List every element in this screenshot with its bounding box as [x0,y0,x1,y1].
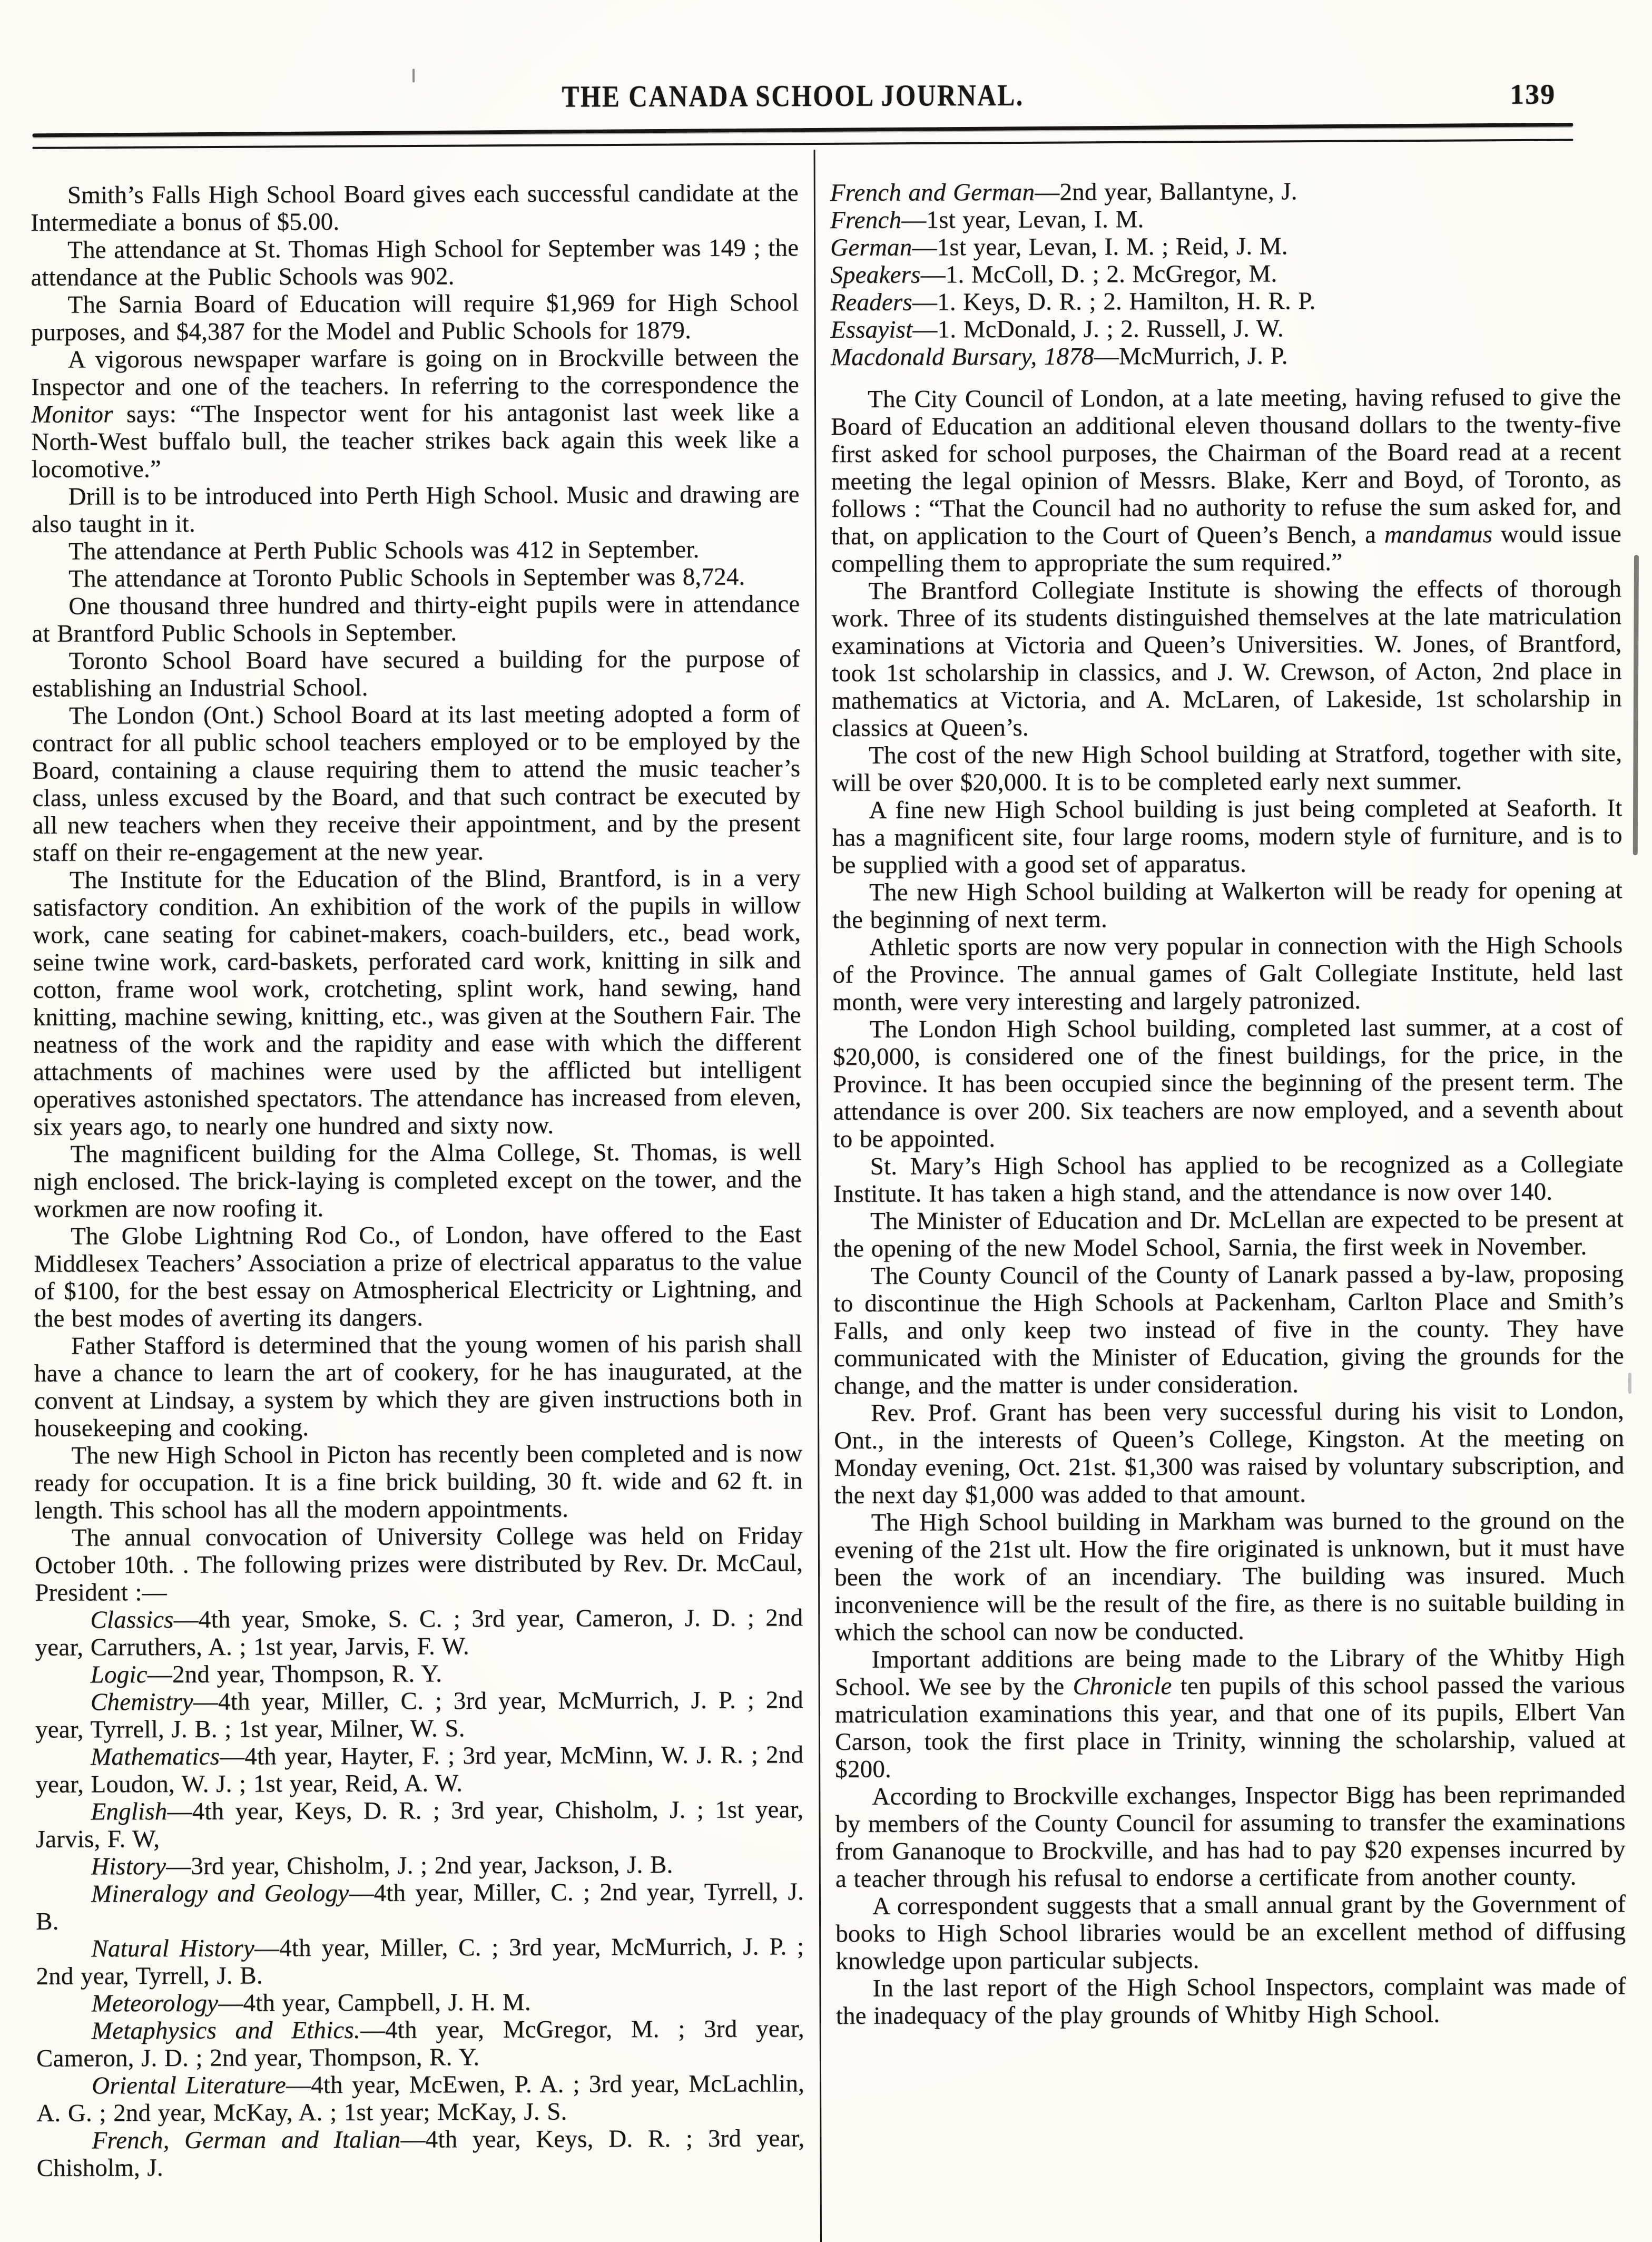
text-run: The new High School in Picton has recently been completed and is now ready for occupation. It is a fine brick building, 30 ft. wide and 62 ft. in length. This school has all the modern appointments. [34,1440,803,1524]
text-run: The Brantford Collegiate Institute is showing the effects of thorough work. Three of its students distinguished themselves at the late matriculation examinations at Victoria and Queen’s Universities. W. Jones, of Brantford, took 1st scholarship in classics, and J. W. Crewson, of Acton, 2nd place in mathematics at Victoria, and A. McLaren, of Lakeside, 1st scholarship in classics at Queen’s. [831,575,1622,742]
text-run: The Globe Lightning Rod Co., of London, have offered to the East Middlesex Teachers’ Association a prize of electrical apparatus to the value of $100, for the best essay on Atmospherical Electricity or Lightning, and the best modes of averting its dangers. [34,1220,802,1333]
italic-text: Essayist [830,316,913,344]
text-run: —McMurrich, J. P. [1094,342,1288,370]
italic-text: Mineralogy and Geology [91,1879,349,1908]
column-divider [814,150,822,2242]
text-run: —4th year, Miller, C. ; 2nd year, Tyrrell, J. B. [36,1878,804,1935]
text-run: Smith’s Falls High School Board gives each successful candidate at the Intermediate a bonus of $5.00. [30,179,799,237]
news-paragraph [34,1330,803,1442]
prize-entry [831,314,1621,344]
scan-artifact-streak [1633,555,1639,855]
news-paragraph [832,794,1622,879]
prize-entry [35,1686,803,1744]
italic-text: Natural History [91,1934,255,1963]
prize-entry [35,1741,803,1798]
news-paragraph [834,1643,1625,1783]
prize-entry [35,1604,803,1661]
news-paragraph [834,1506,1625,1646]
header-rule-bottom [33,139,1574,149]
text-run: The Sarnia Board of Education will require $1,969 for High School purposes, and $4,387 for the Model and Public Schools for 1879. [31,289,799,346]
news-paragraph [35,1522,803,1607]
text-run: The cost of the new High School building at Stratford, together with site, will be over $20,000. It is to be completed early next summer. [832,739,1622,797]
text-run: —2nd year, Ballantyne, J. [1035,178,1297,206]
text-run: One thousand three hundred and thirty-eight pupils were in attendance at Brantford Public Schools in September. [32,590,800,648]
text-run: The attendance at Perth Public Schools was 412 in September. [68,535,700,565]
text-run: The London High School building, completed last summer, at a cost of $20,000, is considered one of the finest buildings, for the price, in the Province. It has been occupied since the beginning of the present term. The attendance is over 200. Six teachers are now employed, and a seventh about to be appointed. [832,1013,1624,1153]
news-paragraph [31,234,799,291]
text-run: According to Brockville exchanges, Inspector Bigg has been reprimanded by members of the County Council for assuming to transfer the examinations from Gananoque to Brockville, and has had to pay $20 expenses incurred by a teacher through his refusal to endorse a certificate from another county. [835,1780,1626,1893]
page-header [0,75,1649,116]
text-run: —1. Keys, D. R. ; 2. Hamilton, H. R. P. [912,287,1316,316]
text-run: would issue compelling them to appropriate the sum required.” [831,520,1621,577]
news-paragraph [835,1780,1626,1893]
text-run: A vigorous newspaper warfare is going on in Brockville between the Inspector and one of the teachers. In referring to the correspondence the [31,344,800,401]
text-run: —4th year, Miller, C. ; 3rd year, McMurrich, J. P. ; 2nd year, Tyrrell, J. B. ; 1st year, Milner, W. S. [35,1686,803,1744]
text-run: —3rd year, Chisholm, J. ; 2nd year, Jackson, J. B. [166,1851,673,1880]
prize-entry [36,1988,804,2018]
text-run: A correspondent suggests that a small annual grant by the Government of books to High School libraries would be an excellent method of diffusing knowledge upon particular subjects. [835,1890,1626,1975]
prize-entry [35,1659,803,1689]
text-run: —4th year, Smoke, S. C. ; 3rd year, Cameron, J. D. ; 2nd year, Carruthers, A. ; 1st year, Jarvis, F. W. [35,1604,803,1661]
text-run: The London (Ont.) School Board at its last meeting adopted a form of contract for all public school teachers employed or to be employed by the Board, containing a clause requiring them to attend the music teacher’s class, unless excused by the Board, and that such contract be executed by all new teachers when they receive their appointment, and by the present staff on their re-engagement at the new year. [32,700,801,867]
italic-text: Chronicle [1073,1672,1172,1700]
text-run: The new High School building at Walkerton will be ready for opening at the beginning of next term. [832,876,1623,934]
italic-text: Monitor [31,400,113,428]
italic-text: German [830,233,912,261]
prize-entry [35,1796,803,1853]
text-run: —4th year, Hayter, F. ; 3rd year, McMinn, W. J. R. ; 2nd year, Loudon, W. J. ; 1st year, Reid, A. W. [35,1741,804,1798]
italic-text: French, German and Italian [92,2126,401,2155]
news-paragraph [33,1138,801,1223]
text-run: St. Mary’s High School has applied to be recognized as a Collegiate Institute. It has taken a high stand, and the attendance is now over 140. [833,1150,1624,1208]
news-paragraph [32,645,800,702]
italic-text: Logic [90,1661,148,1689]
text-run: —1st year, Levan, I. M. [901,205,1144,234]
news-paragraph [33,864,802,1141]
prize-entry [36,2124,804,2182]
text-run: The attendance at St. Thomas High School for September was 149 ; the attendance at the Public Schools was 902. [31,234,799,291]
news-paragraph [833,1013,1624,1153]
prize-entry [830,204,1620,234]
prize-entry [830,177,1620,207]
text-run: —4th year, McGregor, M. ; 3rd year, Cameron, J. D. ; 2nd year, Thompson, R. Y. [36,2015,804,2072]
italic-text: Speakers [830,261,921,289]
italic-text: Mathematics [91,1742,220,1771]
text-run: ten pupils of this school passed the various matriculation examinations this year, and that one of its pupils, Elbert Van Carson, took the first place in Trinity, winning the scholarship, valued at $200. [834,1671,1626,1783]
text-run: Father Stafford is determined that the young women of his parish shall have a chance to learn the art of cookery, for he has inaugurated, at the convent at Lindsay, a system by which they are given instructions both in housekeeping and cooking. [34,1330,803,1442]
text-run: —4th year, Keys, D. R. ; 3rd year, Chisholm, J. [36,2124,805,2182]
text-run: Athletic sports are now very popular in connection with the High Schools of the Province. The annual games of Galt Collegiate Institute, held last month, were very interesting and largely patronized. [832,931,1623,1016]
italic-text: Metaphysics and Ethics. [91,2016,360,2045]
news-paragraph [832,931,1622,1016]
text-run: The County Council of the County of Lanark passed a by-law, proposing to discontinue the High Schools at Packenham, Carlton Place and Smith’s Falls, and only keep two instead of five in the county. They have communicated with the Minister of Education, giving the grounds for the change, and the matter is under consideration. [833,1260,1624,1399]
text-run: Drill is to be introduced into Perth High School. Music and drawing are also taught in it. [31,481,800,538]
text-run: The High School building in Markham was burned to the ground on the evening of the 21st ult. How the fire originated is unknown, but it must have been the work of an incendiary. The building was insured. Much inconvenience will be the result of the fire, as there is no suitable building in which the school can now be conducted. [834,1506,1625,1646]
prize-entry [36,1933,804,1990]
text-run: The City Council of London, at a late meeting, having refused to give the Board of Education an additional eleven thousand dollars to the twenty-five first asked for school purposes, the Chairman of the Board read at a recent meeting the legal opinion of Messrs. Blake, Kerr and Boyd, of Toronto, as follows : “That the Council had no authority to refuse the sum asked for, and that, on application to the Court of Queen’s Bench, a [831,383,1621,550]
italic-text: English [91,1797,168,1826]
text-run: —1. McColl, D. ; 2. McGregor, M. [920,260,1277,289]
header-rule-top [32,123,1573,137]
news-paragraph [832,739,1622,797]
scan-artifact-speck [412,68,415,82]
column-right [830,177,1626,2030]
italic-text: mandamus [1384,521,1493,549]
text-run: —1st year, Levan, I. M. ; Reid, J. M. [912,232,1288,261]
news-paragraph [32,481,800,538]
prize-entry [830,286,1620,316]
text-run: —4th year, McEwen, P. A. ; 3rd year, McLachlin, A. G. ; 2nd year, McKay, A. ; 1st year; McKay, J. S. [36,2070,805,2127]
news-paragraph [833,1260,1624,1399]
text-run: The magnificent building for the Alma College, St. Thomas, is well nigh enclosed. The brick-laying is completed except on the tower, and the workmen are now roofing it. [33,1138,802,1223]
prize-entry [831,341,1621,371]
news-paragraph [32,590,800,648]
text-run: says: “The Inspector went for his antagonist last week like a North-West buffalo bull, the teacher strikes back again this week like a locomotive.” [31,398,800,483]
text-run: Rev. Prof. Grant has been very successful during his visit to London, Ont., in the interests of Queen’s College, Kingston. At the meeting on Monday evening, Oct. 21st. $1,300 was raised by voluntary subscription, and the next day $1,000 was added to that amount. [834,1397,1625,1509]
text-run: In the last report of the High School Inspectors, complaint was made of the inadequacy of the play grounds of Whitby High School. [835,1972,1626,2030]
italic-text: Meteorology [91,1989,219,2018]
text-run: The Institute for the Education of the Blind, Brantford, is in a very satisfactory condition. An exhibition of the work of the pupils in willow work, cane seating for cabinet-makers, coach-builders, etc., bead work, seine twine work, card-baskets, perforated card work, knitting in silk and cotton, frame wool work, crotcheting, splint work, hand sewing, hand knitting, machine sewing, knitting, etc., was given at the Southern Fair. The neatness of the work and the rapidity and ease with which the different attachments of machines were used by the afflicted but intelligent operatives astonished spectators. The attendance has increased from eleven, six years ago, to nearly one hundred and sixty now. [32,864,802,1141]
text-run: The annual convocation of University College was held on Friday October 10th. . The following prizes were distributed by Rev. Dr. McCaul, President :— [34,1522,803,1607]
text-run: —2nd year, Thompson, R. Y. [147,1660,442,1689]
text-run: Toronto School Board have secured a building for the purpose of establishing an Industrial School. [32,645,800,702]
news-paragraph [34,1220,802,1333]
text-run: —4th year, Campbell, J. H. M. [218,1988,531,2017]
text-run: —4th year, Keys, D. R. ; 3rd year, Chisholm, J. ; 1st year, Jarvis, F. W, [35,1796,804,1853]
italic-text: Chemistry [90,1688,193,1716]
text-run: The Minister of Education and Dr. McLellan are expected to be present at the opening of the new Model School, Sarnia, the first week in November. [833,1205,1624,1262]
italic-text: History [91,1852,166,1881]
journal-title: THE CANADA SCHOOL JOURNAL. [562,77,1024,114]
text-run: Important additions are being made to the Library of the Whitby High School. We see by the [834,1643,1625,1701]
italic-text: French [830,206,902,234]
news-paragraph [31,344,800,483]
news-paragraph [32,535,800,565]
text-run: —4th year, Miller, C. ; 3rd year, McMurrich, J. P. ; 2nd year, Tyrrell, J. B. [36,1933,804,1990]
news-paragraph [831,383,1621,577]
news-paragraph [833,1205,1624,1262]
news-paragraph [34,1440,802,1524]
text-run: —1. McDonald, J. ; 2. Russell, J. W. [912,315,1284,344]
italic-text: Classics [90,1605,174,1634]
news-paragraph [32,700,801,867]
news-paragraph [31,289,799,346]
italic-text: Oriental Literature [92,2071,287,2100]
prize-entry [36,2070,804,2127]
news-paragraph [835,1890,1626,1975]
text-run: A fine new High School building is just being completed at Seaforth. It has a magnificent site, four large rooms, modern style of furniture, and is to be supplied with a good set of apparatus. [832,794,1622,879]
prize-entry [830,259,1620,289]
prize-entry [36,1878,804,1935]
news-paragraph [833,1150,1624,1208]
italic-text: Readers [830,288,912,316]
italic-text: French and German [830,178,1035,207]
news-paragraph [832,876,1622,934]
scan-artifact-smudge [1628,1373,1631,1394]
news-paragraph [31,179,799,237]
text-run: The attendance at Toronto Public Schools in September was 8,724. [68,563,745,593]
prize-entry [830,231,1620,261]
prize-entry [36,1851,804,1881]
news-paragraph [834,1397,1625,1509]
news-paragraph [831,575,1622,742]
page-number: 139 [1510,78,1556,110]
column-left [31,179,805,2182]
news-paragraph [32,563,800,593]
news-paragraph [835,1972,1626,2030]
italic-text: Macdonald Bursary, 1878 [830,342,1094,371]
prize-entry [36,2015,804,2072]
